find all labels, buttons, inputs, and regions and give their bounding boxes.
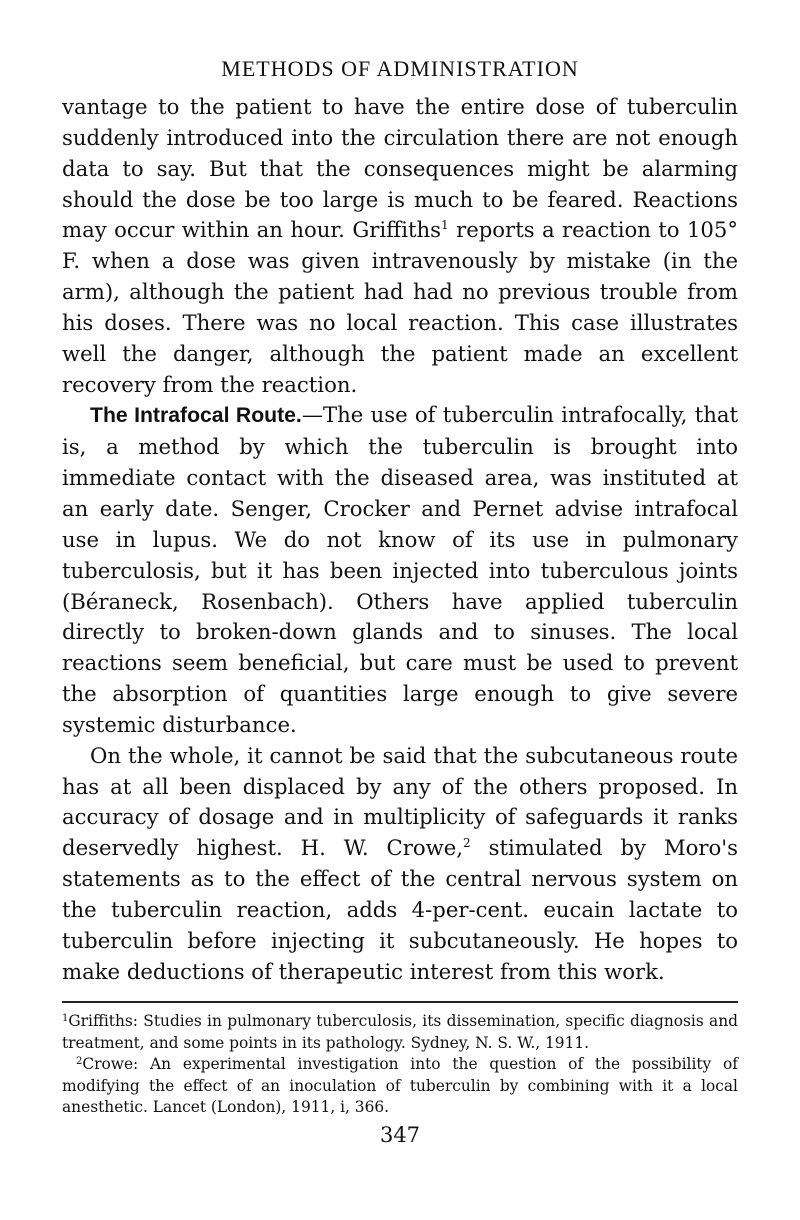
book-page [62,56,738,1147]
footnote-rule [62,1001,738,1003]
footnotes [62,1011,738,1119]
running-head: METHODS OF ADMINISTRATION [221,56,579,81]
paragraph-text: vantage to the patient to have the entire dose of tuberculin suddenly introduced into the circulation there are not enough data to say. But that the consequences might be alarming should the dose be too large is much to be feared. Reactions may occur within an hour. Griffiths [62,94,738,243]
paragraph-intrafocal-route [62,400,738,740]
footnote-reference: 2 [463,836,471,851]
footnote [62,1054,738,1119]
footnote-mark: 1 [62,1013,69,1025]
page-number: 347 [379,1122,421,1147]
footnote-text: Griffiths: Studies in pulmonary tuberculosis, its dissemination, specific diagnosis and treatment, and some points in its pathology. Sydney, N. S. W., 1911. [62,1012,738,1052]
paragraph-text: On the whole, it cannot be said that the subcutaneous route has at all been displaced by any of the others proposed. In accuracy of dosage and in multiplicity of safeguards it ranks deservedly highest. H. W. Crowe, [62,742,738,861]
paragraph-text: stimulated by Moro's statements as to the effect of the central nervous system on the tuberculin reaction, adds 4-per-cent. eucain lactate to tuberculin before injecting it subcutaneously. He hopes to make deductions of therapeutic interest from this work. [62,835,738,984]
section-heading: The Intrafocal Route. [90,404,302,428]
footnote [62,1011,738,1054]
body-text [62,92,738,987]
paragraph-subcutaneous-route [62,741,738,988]
footnote-reference: 1 [441,218,449,233]
footnote-mark: 2 [76,1056,83,1068]
paragraph-text: —The use of tuberculin intrafocally, that is, a method by which the tuberculin is brought into immediate contact with the diseased area, was instituted at an early date. Senger, Crocker and Pernet advise intrafocal use in lupus. We do not know of its use in pulmonary tuberculosis, but it has been injected into tuberculous joints (Béraneck, Rosenbach). Others have applied tuberculin directly to broken-down glands and to sinuses. The local reactions seem beneficial, but care must be used to prevent the absorption of quantities large enough to give severe systemic disturbance. [62,402,738,737]
paragraph-text: reports a reaction to 105° F. when a dose was given intravenously by mistake (in the arm), although the patient had had no previous trouble from his doses. There was no local reaction. This case illustrates well the danger, although the patient made an excellent recovery from the reaction. [62,217,738,397]
footnote-text: Crowe: An experimental investigation into the question of the possibility of modifying the effect of an inoculation of tuberculin by combining with it a local anesthetic. Lancet (London), 1911, i, 366. [62,1055,738,1117]
paragraph-continuation [62,92,738,400]
